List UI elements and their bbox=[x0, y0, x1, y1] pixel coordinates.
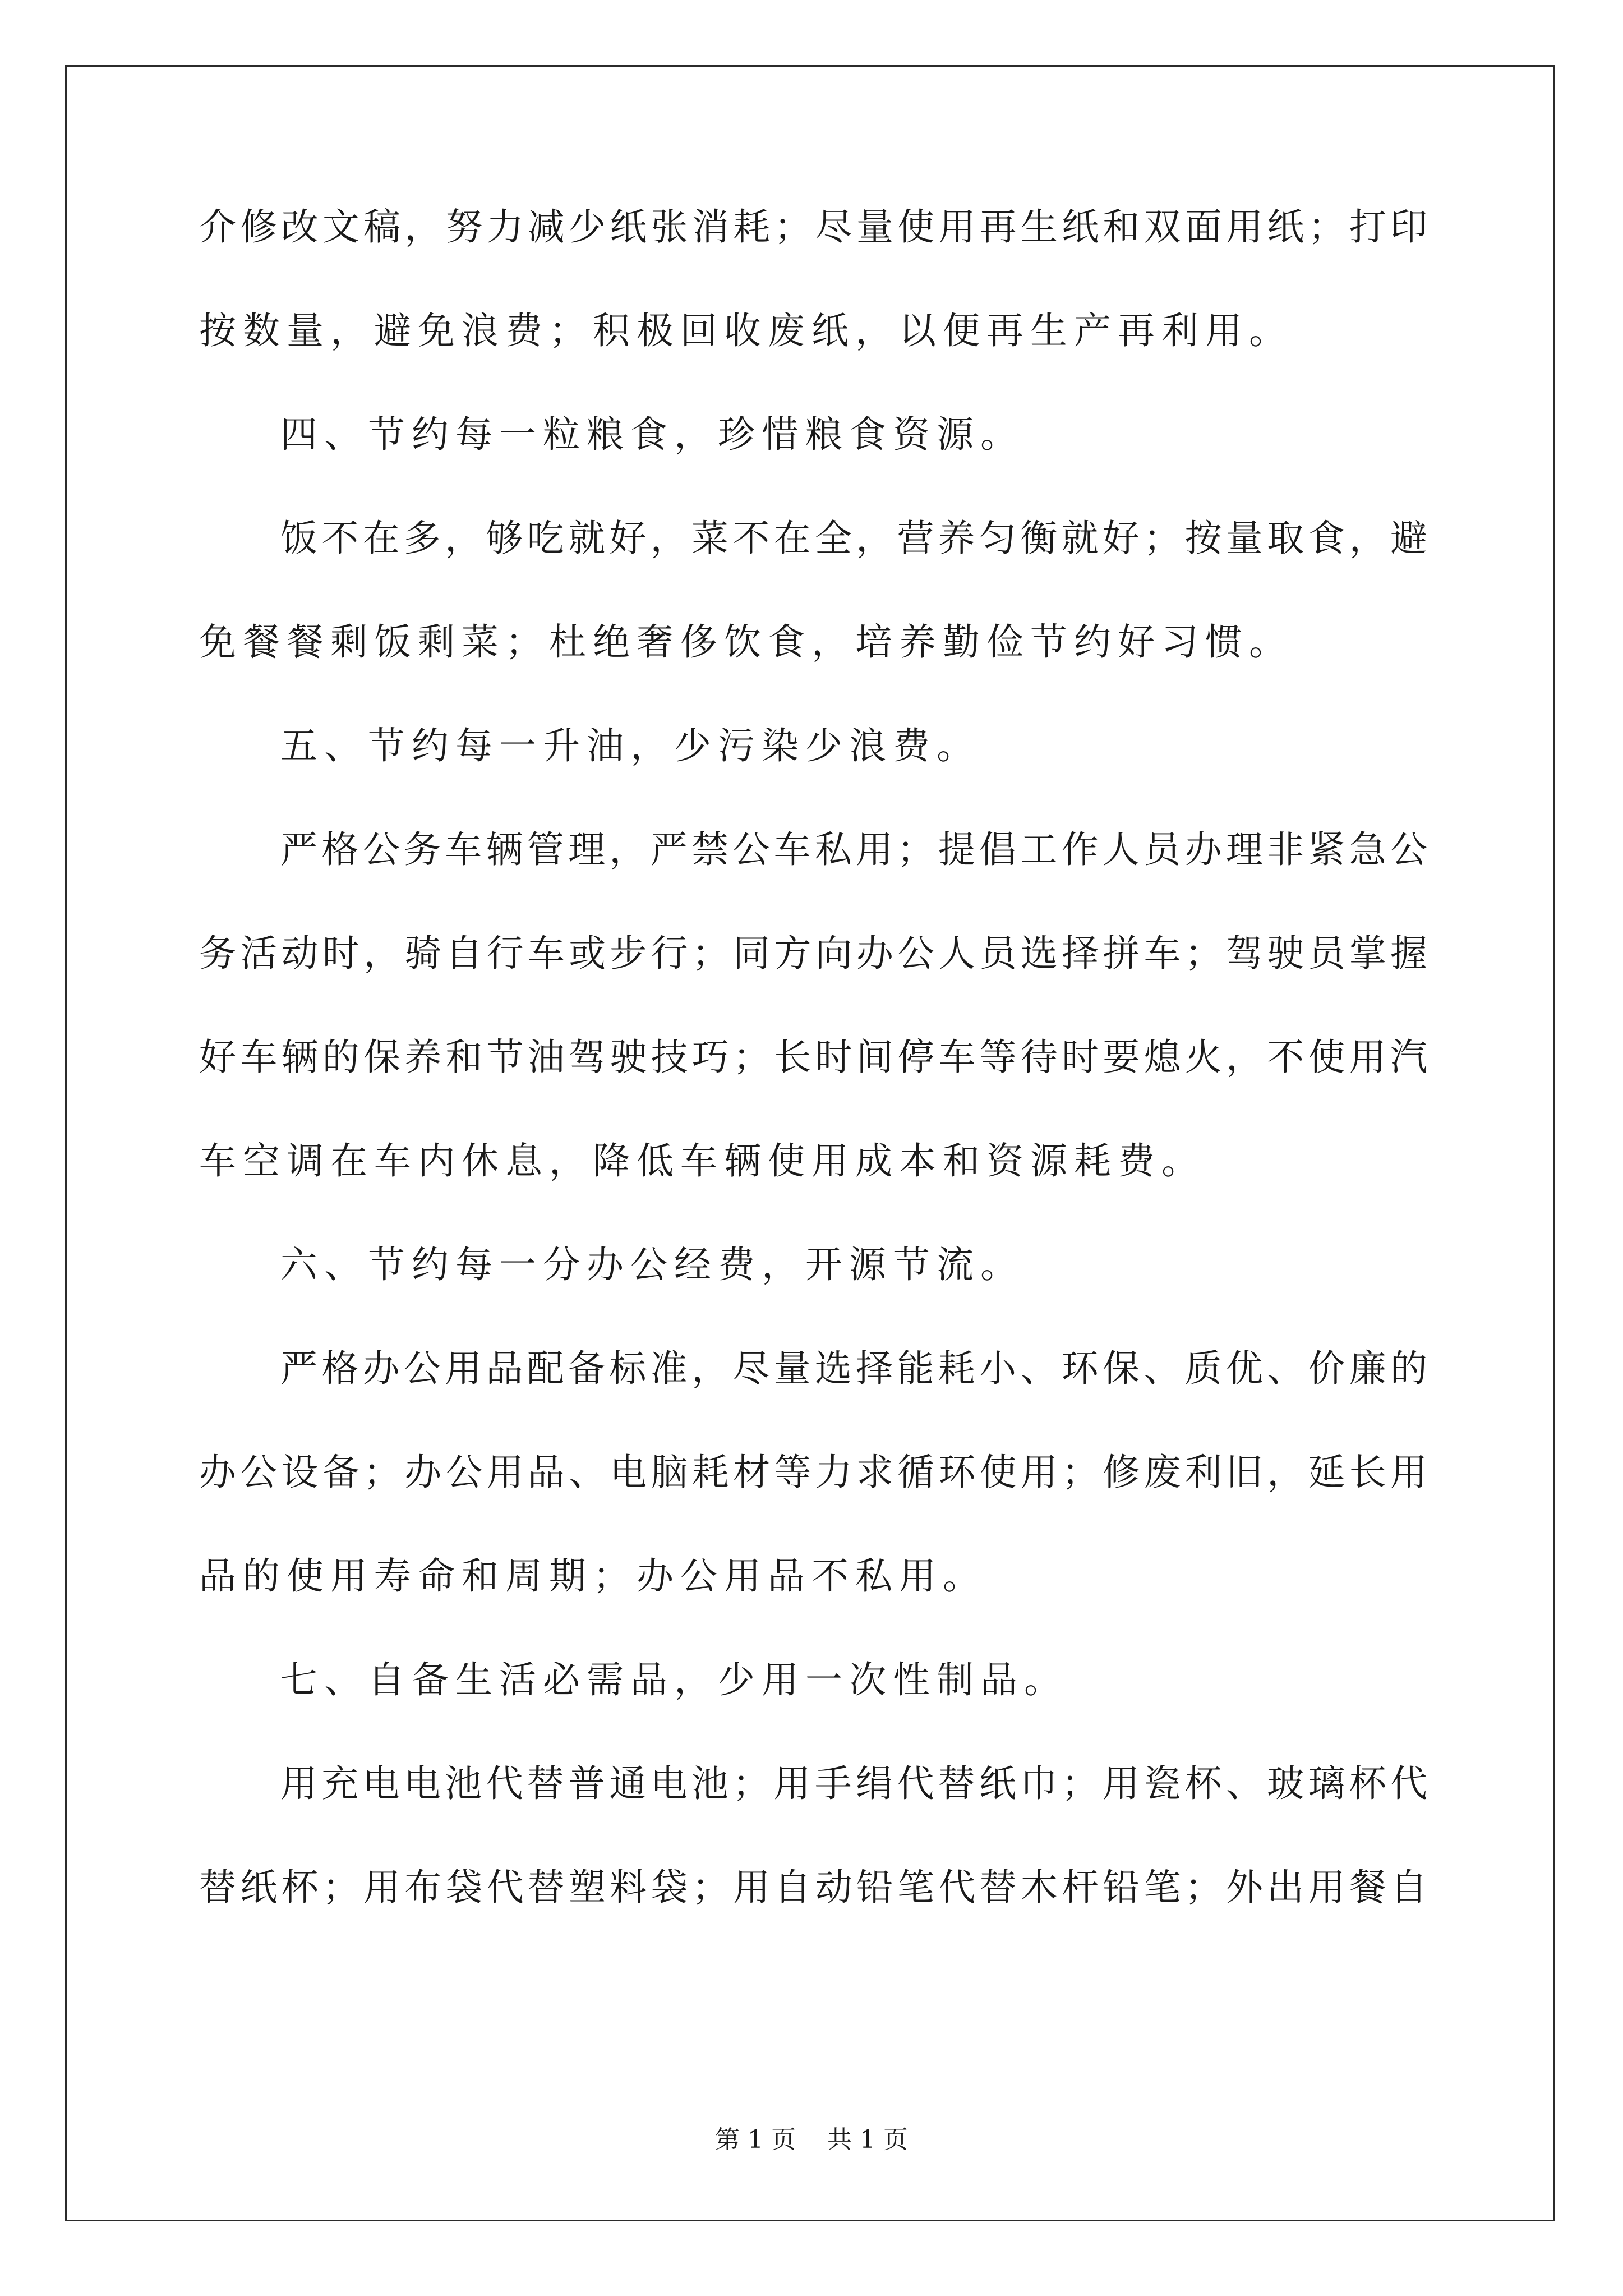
text-line: 严格公务车辆管理，严禁公车私用；提倡工作人员办理非紧急公 bbox=[280, 828, 1427, 871]
text-line: 车空调在车内休息，降低车辆使用成本和资源耗费。 bbox=[199, 1139, 1205, 1182]
text-line: 替纸杯；用布袋代替塑料袋；用自动铅笔代替木杆铅笔；外出用餐自 bbox=[199, 1866, 1427, 1909]
text-line: 用充电电池代替普通电池；用手绢代替纸巾；用瓷杯、玻璃杯代 bbox=[280, 1762, 1427, 1805]
text-line: 品的使用寿命和周期；办公用品不私用。 bbox=[199, 1554, 986, 1598]
text-line: 免餐餐剩饭剩菜；杜绝奢侈饮食，培养勤俭节约好习惯。 bbox=[199, 620, 1293, 664]
text-line: 介修改文稿，努力减少纸张消耗；尽量使用再生纸和双面用纸；打印 bbox=[199, 205, 1427, 249]
section-heading: 五、节约每一升油，少污染少浪费。 bbox=[280, 724, 980, 767]
page-number: 第 1 页 共 1 页 bbox=[715, 2125, 908, 2154]
section-heading: 七、自备生活必需品，少用一次性制品。 bbox=[280, 1658, 1068, 1701]
text-line: 饭不在多，够吃就好，菜不在全，营养匀衡就好；按量取食，避 bbox=[280, 517, 1427, 560]
text-line: 好车辆的保养和节油驾驶技巧；长时间停车等待时要熄火，不使用汽 bbox=[199, 1036, 1427, 1079]
text-line: 按数量，避免浪费；积极回收废纸，以便再生产再利用。 bbox=[199, 309, 1293, 352]
text-line: 务活动时，骑自行车或步行；同方向办公人员选择拼车；驾驶员掌握 bbox=[199, 932, 1427, 975]
section-heading: 四、节约每一粒粮食，珍惜粮食资源。 bbox=[280, 413, 1024, 456]
page-footer bbox=[0, 2123, 1623, 2157]
section-heading: 六、节约每一分办公经费，开源节流。 bbox=[280, 1243, 1024, 1286]
text-line: 办公设备；办公用品、电脑耗材等力求循环使用；修废利旧，延长用 bbox=[199, 1451, 1427, 1494]
text-line: 严格办公用品配备标准，尽量选择能耗小、环保、质优、价廉的 bbox=[280, 1347, 1427, 1390]
